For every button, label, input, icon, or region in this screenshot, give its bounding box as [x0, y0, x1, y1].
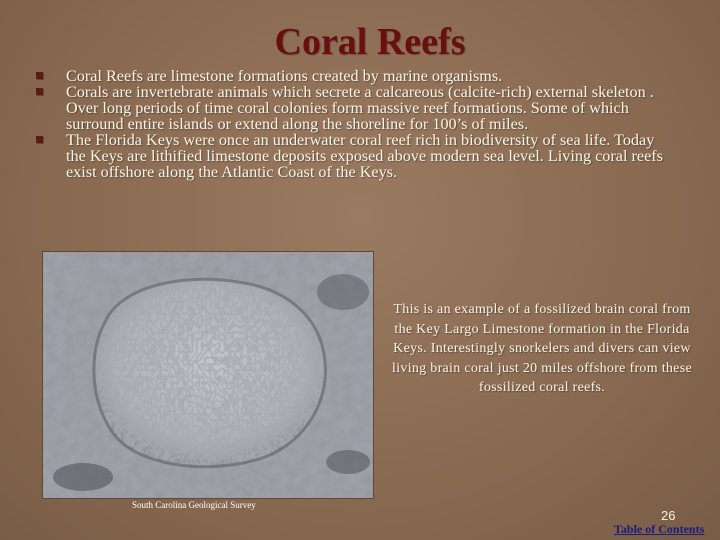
bullet-text: The Florida Keys were once an underwater coral reef rich in biodiversity of sea life. Today the Keys are lithified limestone deposits exposed above modern sea level. Living coral reefs exist offshore along the Atlantic Coast of the Keys.	[66, 131, 663, 181]
bullet-text: Coral Reefs are limestone formations created by marine organisms.	[66, 67, 503, 85]
page-number: 26	[661, 508, 676, 523]
bullet-list	[36, 68, 676, 180]
square-bullet-icon	[36, 72, 43, 79]
photo-credit: South Carolina Geological Survey	[132, 500, 256, 510]
slide-title: Coral Reefs	[274, 21, 466, 63]
table-of-contents-link[interactable]: Table of Contents	[614, 522, 705, 536]
bullet-item	[36, 132, 676, 180]
bullet-item	[36, 84, 676, 132]
bullet-text: Corals are invertebrate animals which secrete a calcareous (calcite-rich) external skeleton . Over long periods of time coral colonies form massive reef formations. Some of which surround entire islands or extend along the shoreline for 100’s of miles.	[66, 83, 654, 133]
fossil-brain-coral-photo	[42, 251, 374, 499]
bullet-item	[36, 68, 676, 84]
photo-caption: This is an example of a fossilized brain coral from the Key Largo Limestone formation in the Florida Keys. Interestingly snorkelers and divers can view living brain coral just 20 miles offshore from these fossilized coral reefs.	[392, 302, 692, 395]
square-bullet-icon	[36, 136, 43, 143]
square-bullet-icon	[36, 88, 43, 95]
